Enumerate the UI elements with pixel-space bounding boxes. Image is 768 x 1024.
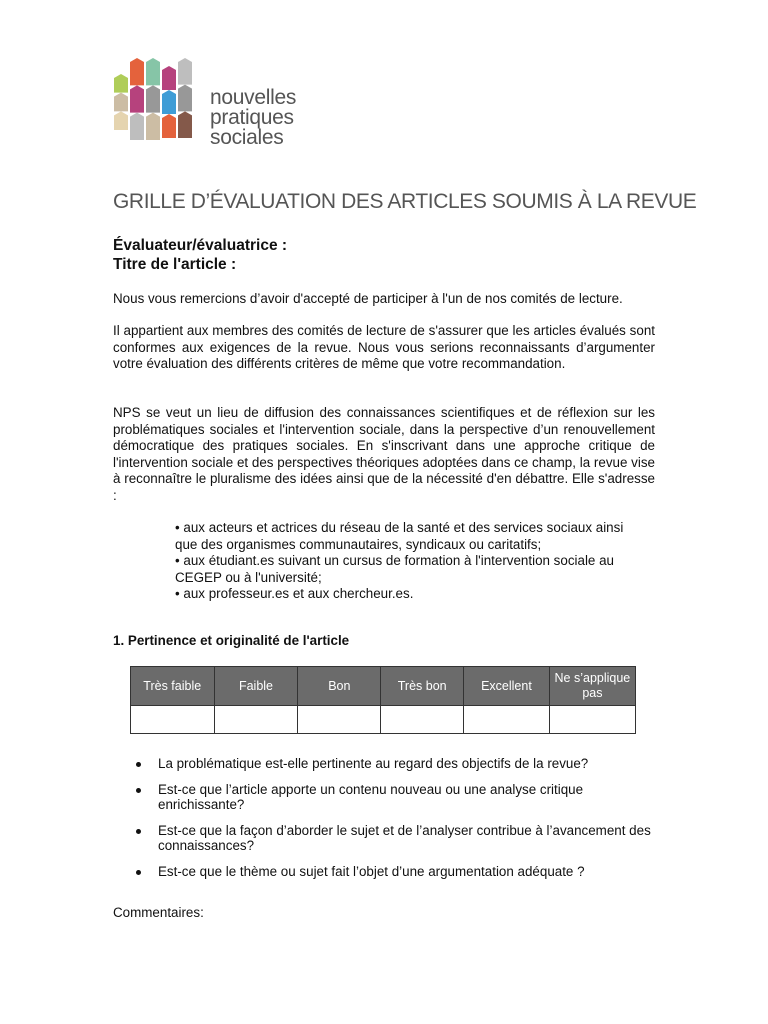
section-heading: 1. Pertinence et originalité de l'article [113, 633, 350, 648]
question-text: Est-ce que la façon d’aborder le sujet et de l’analyser contribue à l’avancement des connaissances? [158, 822, 651, 853]
logo-ribbon-segment [114, 74, 128, 93]
logo-ribbon-segment [146, 85, 160, 112]
logo-ribbon-segment [178, 111, 192, 138]
logo-ribbon-segment [162, 66, 176, 90]
logo-ribbon-segment [130, 85, 144, 112]
rating-option-good: Bon [298, 667, 381, 706]
list-item: • aux étudiant.es suivant un cursus de formation à l'intervention sociale au CEGEP ou à l'université; [175, 553, 614, 585]
question-list [136, 756, 656, 889]
committee-paragraph: Il appartient aux membres des comités de lecture de s'assurer que les articles évalués sont conformes aux exigences de la revue. Nous vous serions reconnaissants d’argumenter votre évaluation des différents critères de même que votre recommandation. [113, 323, 655, 371]
logo-ribbon-segment [146, 58, 160, 85]
logo-ribbon-segment [178, 58, 192, 85]
list-item: • aux acteurs et actrices du réseau de la santé et des services sociaux ainsi que des organismes communautaires, syndicaux ou caritatifs; [175, 520, 624, 552]
bullet-icon [136, 762, 141, 767]
rating-grid [130, 666, 636, 734]
logo-ribbon-segment [146, 113, 160, 140]
evaluator-label: Évaluateur/évaluatrice : [113, 237, 288, 254]
rating-header-row [131, 667, 636, 706]
rating-option-excellent: Excellent [464, 667, 550, 706]
list-item: • aux professeur.es et aux chercheur.es. [175, 586, 414, 601]
logo-ribbon-segment [162, 114, 176, 138]
logo-mark-icon [112, 52, 196, 144]
logo-wordmark [210, 88, 296, 148]
list-item [136, 782, 656, 813]
rating-cell[interactable] [549, 706, 635, 734]
list-item [136, 864, 656, 880]
logo-line: sociales [210, 126, 284, 149]
rating-cell[interactable] [214, 706, 298, 734]
rating-cell[interactable] [464, 706, 550, 734]
bullet-icon [136, 829, 141, 834]
rating-cell[interactable] [131, 706, 215, 734]
question-text: Est-ce que l’article apporte un contenu nouveau ou une analyse critique enrichissante? [158, 781, 584, 812]
logo-ribbon-segment [114, 111, 128, 130]
question-text: La problématique est-elle pertinente au regard des objectifs de la revue? [158, 756, 589, 771]
audience-list [175, 520, 645, 603]
comments-label: Commentaires: [113, 905, 204, 920]
rating-cell[interactable] [381, 706, 464, 734]
article-title-label: Titre de l'article : [113, 256, 237, 273]
list-item [136, 756, 656, 772]
mission-paragraph: NPS se veut un lieu de diffusion des connaissances scientifiques et de réflexion sur les problématiques sociales et l'intervention sociale, dans la perspective d’un renouvellement démocratique des pratiques sociales. En s'inscrivant dans une approche critique de l'intervention sociale et des perspectives théoriques adoptées dans ce champ, la revue vise à reconnaître le pluralisme des idées ainsi que de la nécessité d'en débattre. Elle s'adresse : [113, 405, 655, 503]
list-item [136, 823, 656, 854]
intro-paragraph: Nous vous remercions d’avoir d'accepté de participer à l'un de nos comités de lecture. [113, 291, 623, 306]
logo-ribbon-segment [114, 93, 128, 112]
bullet-icon [136, 870, 141, 875]
rating-option-very-good: Très bon [381, 667, 464, 706]
logo-line: nouvelles [210, 86, 297, 109]
logo-ribbon-segment [130, 113, 144, 140]
bullet-icon [136, 788, 141, 793]
logo-line: pratiques [210, 106, 294, 129]
rating-cell[interactable] [298, 706, 381, 734]
logo-ribbon-segment [178, 85, 192, 112]
rating-option-weak: Faible [214, 667, 298, 706]
question-text: Est-ce que le thème ou sujet fait l’objet d’une argumentation adéquate ? [158, 863, 585, 879]
rating-option-very-weak: Très faible [131, 667, 215, 706]
rating-input-row [131, 706, 636, 734]
logo-ribbon-segment [130, 58, 144, 85]
page-title: GRILLE D’ÉVALUATION DES ARTICLES SOUMIS À LA REVUE [113, 190, 697, 213]
logo-ribbon-segment [162, 90, 176, 114]
nps-logo [112, 52, 312, 162]
rating-option-not-applicable: Ne s’applique pas [549, 667, 635, 706]
